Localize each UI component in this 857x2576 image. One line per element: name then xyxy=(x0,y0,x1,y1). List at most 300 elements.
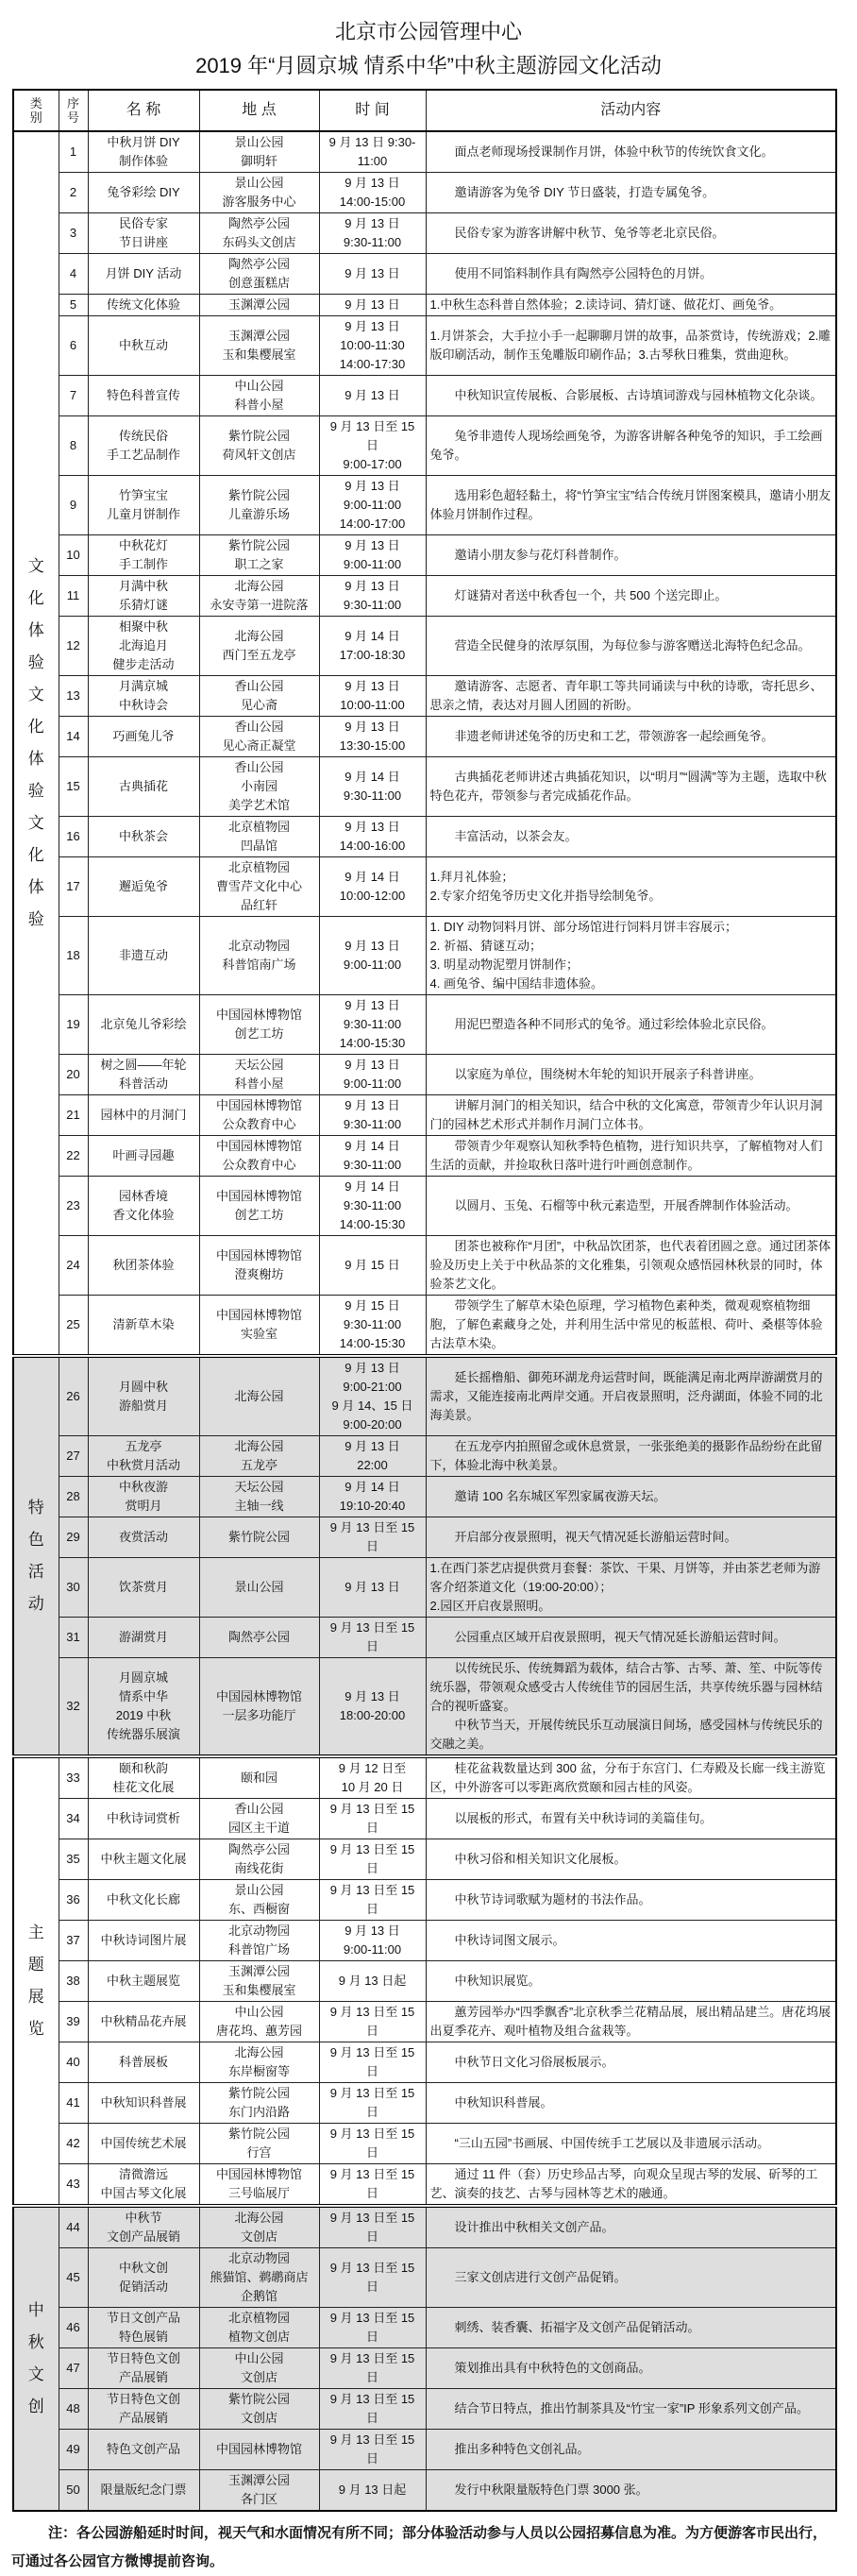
activity-name xyxy=(88,1095,199,1136)
content-paragraph: 选用彩色超轻黏土，将“竹笋宝宝”结合传统月饼图案模具，邀请小朋友体验月饼制作过程。 xyxy=(429,488,832,521)
row-number: 41 xyxy=(59,2083,88,2124)
activity-content xyxy=(426,2164,836,2207)
cell-line: 竹笋宝宝 xyxy=(118,488,168,502)
activity-time xyxy=(319,254,426,295)
row-number: 30 xyxy=(59,1558,88,1618)
row-number: 28 xyxy=(59,1477,88,1517)
activity-time xyxy=(319,1177,426,1236)
footnote: 注：各公园游船延时时间，视天气和水面情况有所不同；部分体验活动参与人员以公园招募信息为准。为方便游客市民出行，可通过各公园官方微博提前咨询。 xyxy=(11,2525,828,2569)
cell-line: 东岸橱窗等 xyxy=(227,2064,290,2078)
content-paragraph: 延长摇橹船、御苑环湖龙舟运营时间，既能满足南北两岸游湖赏月的需求，又能连接南北两岸交通。开启夜景照明，泛舟湖面，体验不同的北海美景。 xyxy=(429,1370,823,1422)
cell-line: 9 月 13 日 xyxy=(344,679,400,693)
cell-line: 中秋节 xyxy=(125,2211,162,2225)
cell-line: 9 月 13 日起 xyxy=(338,2483,407,2497)
cell-line: 月满中秋 xyxy=(118,579,168,593)
cell-line: 紫竹院公园 xyxy=(227,429,290,443)
cell-line: 9 月 13 日 xyxy=(344,998,400,1012)
activity-time xyxy=(319,2042,426,2083)
cell-line: 陶然亭公园 xyxy=(227,1842,290,1856)
activity-location xyxy=(199,1095,319,1136)
cell-line: 10:00-12:00 xyxy=(339,889,406,903)
cell-line: 北海公园 xyxy=(234,2045,284,2059)
category-labels xyxy=(14,551,59,936)
cell-line: 科普展板 xyxy=(118,2055,168,2069)
cell-line: 颐和园 xyxy=(240,1771,277,1785)
cell-line: 永安寺第一进院落 xyxy=(210,598,309,612)
cell-line: 香山公园 xyxy=(234,720,284,734)
cell-line: 游客服务中心 xyxy=(222,195,296,209)
cell-line: 陶然亭公园 xyxy=(227,216,290,230)
row-number: 19 xyxy=(59,995,88,1055)
content-paragraph: 2.专家介绍兔爷历史文化并指导绘制兔爷。 xyxy=(429,889,662,903)
activity-name xyxy=(88,476,199,535)
activity-name xyxy=(88,1756,199,1799)
cell-line: 唐花坞、蕙芳园 xyxy=(215,2024,302,2038)
content-paragraph: 中秋诗词图文展示。 xyxy=(454,1933,565,1947)
activity-name xyxy=(88,757,199,817)
cell-line: 北海公园 xyxy=(234,579,284,593)
cell-line: 9 月 15 日 xyxy=(344,1258,400,1272)
row-number: 39 xyxy=(59,2002,88,2042)
activity-time xyxy=(319,2430,426,2470)
row-number: 14 xyxy=(59,717,88,757)
header-name: 名 称 xyxy=(88,90,199,131)
cell-line: 9 月 14 日 xyxy=(344,1139,400,1153)
cell-line: 18:00-20:00 xyxy=(339,1708,406,1722)
cell-line: 职工之家 xyxy=(234,557,284,571)
activity-location xyxy=(199,1839,319,1880)
activity-name xyxy=(88,2308,199,2348)
cell-line: 中国园林博物馆 xyxy=(215,1308,302,1322)
cell-line: 北京动物园 xyxy=(227,1924,290,1938)
activity-location xyxy=(199,254,319,295)
cell-line: 中国园林博物馆 xyxy=(215,2442,302,2456)
cell-line: 文创店 xyxy=(240,2229,277,2244)
header-location: 地 点 xyxy=(199,90,319,131)
cell-line: 中秋月饼 DIY xyxy=(107,135,180,149)
activity-content xyxy=(426,2206,836,2248)
activity-location xyxy=(199,2083,319,2124)
activity-time xyxy=(319,1236,426,1296)
category-labels xyxy=(14,1917,59,2045)
cell-line: 玉和集樱展室 xyxy=(222,347,296,362)
activity-location xyxy=(199,1799,319,1839)
activity-content xyxy=(426,173,836,213)
activity-name xyxy=(88,676,199,717)
activity-location xyxy=(199,995,319,1055)
activity-content xyxy=(426,295,836,316)
cell-line: 日 xyxy=(365,1861,378,1875)
activity-location xyxy=(199,917,319,995)
cell-line: 日 xyxy=(365,2024,378,2038)
cell-line: 紫竹院公园 xyxy=(227,2392,290,2406)
table-row xyxy=(13,376,836,416)
org-title: 北京市公园管理中心 xyxy=(334,20,522,43)
table-row xyxy=(13,576,836,617)
row-number: 49 xyxy=(59,2430,88,2470)
activity-name xyxy=(88,254,199,295)
cell-line: 玉渊潭公园 xyxy=(227,297,290,312)
cell-line: 相聚中秋 xyxy=(118,619,168,634)
cell-line: 中秋诗会 xyxy=(118,698,168,712)
cell-line: 紫竹院公园 xyxy=(227,1530,290,1544)
activity-location xyxy=(199,2042,319,2083)
activity-time xyxy=(319,995,426,1055)
row-number: 7 xyxy=(59,376,88,416)
activity-content xyxy=(426,676,836,717)
cell-line: 9 月 13 日至 15 xyxy=(329,2351,415,2365)
activity-time xyxy=(319,173,426,213)
cell-line: 日 xyxy=(365,1639,378,1653)
cell-line: 中秋赏月活动 xyxy=(106,1458,180,1472)
content-paragraph: 邀请游客为兔爷 DIY 节日盛装，打造专属兔爷。 xyxy=(454,185,715,199)
cell-line: 促销活动 xyxy=(118,2279,168,2294)
cell-line: 9 月 13 日至 15 xyxy=(329,2005,415,2019)
cell-line: 日 xyxy=(365,2105,378,2119)
cell-line: 9:00-20:00 xyxy=(343,1417,402,1432)
category-cell xyxy=(13,1756,59,2206)
content-paragraph: 中秋节诗词歌赋为题材的书法作品。 xyxy=(454,1892,651,1907)
activity-time xyxy=(319,476,426,535)
cell-line: 曹雪芹文化中心 xyxy=(215,879,302,893)
cell-line: 科普小屋 xyxy=(234,1076,284,1091)
cell-line: 日 xyxy=(365,2330,378,2344)
cell-line: 陶然亭公园 xyxy=(227,1630,290,1644)
content-paragraph: 结合节日特点，推出竹制茶具及“竹宝一家”IP 形象系列文创产品。 xyxy=(454,2401,809,2415)
activity-location xyxy=(199,1880,319,1921)
cell-line: 9:30-11:00 xyxy=(343,235,402,249)
cell-line: 10 月 20 日 xyxy=(341,1780,404,1794)
activity-location xyxy=(199,376,319,416)
cell-line: 南线花街 xyxy=(234,1861,284,1875)
cell-line: 9:30-11:00 xyxy=(343,1317,402,1331)
cell-line: 9 月 13 日 xyxy=(344,720,400,734)
activity-name xyxy=(88,1136,199,1177)
cell-line: 9 月 13 日至 15 xyxy=(329,1520,415,1534)
cell-line: 月圆京城 xyxy=(118,1670,168,1685)
cell-line: 9 月 13 日 9:30- xyxy=(328,135,416,149)
cell-line: 14:00-15:30 xyxy=(339,1336,406,1350)
cell-line: 一层多功能厅 xyxy=(222,1708,296,1722)
cell-line: 清微澹远 xyxy=(118,2167,168,2181)
content-paragraph: 邀请游客、志愿者、青年职工等共同诵读与中秋的诗歌，寄托思乡、思亲之情，表达对月圆人团圆的祈盼。 xyxy=(429,679,823,712)
cell-line: 日 xyxy=(365,1539,378,1553)
cell-line: 邂逅兔爷 xyxy=(118,879,168,893)
category-label: 中秋文创 xyxy=(27,2301,44,2415)
row-number: 38 xyxy=(59,1961,88,2002)
content-paragraph: 蕙芳园举办“四季飘香”北京秋季兰花精品展，展出精品建兰。唐花坞展出夏季花卉、观叶植物及组合盆栽等。 xyxy=(429,2005,832,2038)
cell-line: 北京植物园 xyxy=(227,820,290,834)
table-row xyxy=(13,817,836,857)
cell-line: 日 xyxy=(365,2229,378,2244)
cell-line: 北海公园 xyxy=(234,1439,284,1453)
cell-line: 香文化体验 xyxy=(112,1208,175,1222)
table-body xyxy=(13,131,836,2511)
cell-line: 巧画兔儿爷 xyxy=(112,729,175,743)
activity-time xyxy=(319,2248,426,2308)
activity-content xyxy=(426,1799,836,1839)
activity-name xyxy=(88,1296,199,1357)
cell-line: 9:00-11:00 xyxy=(343,498,402,512)
activity-content xyxy=(426,131,836,173)
activity-time xyxy=(319,1136,426,1177)
table-header xyxy=(13,90,836,131)
cell-line: 中秋文创 xyxy=(118,2261,168,2275)
activity-location xyxy=(199,617,319,676)
activity-time xyxy=(319,857,426,917)
cell-line: 北海追月 xyxy=(118,638,168,652)
cell-line: 9 月 14 日 xyxy=(344,770,400,784)
row-number: 21 xyxy=(59,1095,88,1136)
activity-name xyxy=(88,2164,199,2207)
cell-line: 中山公园 xyxy=(234,379,284,393)
cell-line: 主轴一线 xyxy=(234,1499,284,1513)
activity-time xyxy=(319,1839,426,1880)
cell-line: 产品展销 xyxy=(118,2411,168,2425)
activity-content xyxy=(426,1436,836,1477)
cell-line: 景山公园 xyxy=(234,1580,284,1594)
cell-line: 赏明月 xyxy=(125,1499,162,1513)
cell-line: 科普馆南广场 xyxy=(222,958,296,972)
activity-location xyxy=(199,2124,319,2164)
cell-line: 景山公园 xyxy=(234,135,284,149)
cell-line: 中秋诗词图片展 xyxy=(100,1933,187,1947)
table-row xyxy=(13,917,836,995)
cell-line: 紫竹院公园 xyxy=(227,488,290,502)
activity-content xyxy=(426,717,836,757)
row-number: 44 xyxy=(59,2206,88,2248)
activity-name xyxy=(88,2470,199,2512)
cell-line: 树之圆——年轮 xyxy=(100,1058,187,1072)
activity-name xyxy=(88,1961,199,2002)
cell-line: 兔爷彩绘 DIY xyxy=(107,185,180,199)
activity-name xyxy=(88,1839,199,1880)
activity-name xyxy=(88,2389,199,2430)
cell-line: 健步走活动 xyxy=(112,657,175,671)
table-row xyxy=(13,316,836,376)
cell-line: 北京植物园 xyxy=(227,860,290,874)
cell-line: 9 月 13 日 xyxy=(344,216,400,230)
category-label: 文化体验 xyxy=(27,814,44,928)
content-paragraph: 丰富活动，以茶会友。 xyxy=(454,829,578,843)
row-number: 25 xyxy=(59,1296,88,1357)
cell-line: 中秋主题展览 xyxy=(106,1974,180,1988)
row-number: 46 xyxy=(59,2308,88,2348)
category-label: 文化体验 xyxy=(27,557,44,671)
cell-line: 公众教育中心 xyxy=(222,1117,296,1131)
activity-name xyxy=(88,2042,199,2083)
activity-location xyxy=(199,416,319,476)
cell-line: 创艺工坊 xyxy=(234,1208,284,1222)
table-row xyxy=(13,1618,836,1658)
activity-time xyxy=(319,376,426,416)
cell-line: 日 xyxy=(365,2145,378,2160)
row-number: 35 xyxy=(59,1839,88,1880)
activity-content xyxy=(426,857,836,917)
activity-time xyxy=(319,1095,426,1136)
activity-name xyxy=(88,1356,199,1436)
row-number: 1 xyxy=(59,131,88,173)
row-number: 6 xyxy=(59,316,88,376)
row-number: 2 xyxy=(59,173,88,213)
activity-content xyxy=(426,476,836,535)
table-row xyxy=(13,1296,836,1357)
cell-line: 紫竹院公园 xyxy=(227,2086,290,2100)
cell-line: 日 xyxy=(365,2370,378,2384)
cell-line: 北海公园 xyxy=(234,2211,284,2225)
activity-name xyxy=(88,2124,199,2164)
cell-line: 14:00-15:30 xyxy=(339,1217,406,1231)
activity-time xyxy=(319,917,426,995)
cell-line: 日 xyxy=(365,438,378,452)
row-number: 40 xyxy=(59,2042,88,2083)
table-row xyxy=(13,757,836,817)
cell-line: 节日讲座 xyxy=(118,235,168,249)
cell-line: 9:30-11:00 xyxy=(343,1198,402,1212)
activity-content xyxy=(426,254,836,295)
activity-time xyxy=(319,1296,426,1357)
activity-content xyxy=(426,2470,836,2512)
activity-name xyxy=(88,2248,199,2308)
cell-line: 9 月 13 日 xyxy=(344,1689,400,1703)
content-paragraph: 以家庭为单位，围绕树木年轮的知识开展亲子科普讲座。 xyxy=(454,1067,762,1081)
cell-line: 小南园 xyxy=(240,779,277,793)
content-paragraph: 推出多种特色文创礼品。 xyxy=(454,2442,590,2456)
activity-location xyxy=(199,295,319,316)
category-label: 主题展览 xyxy=(27,1924,44,2038)
content-paragraph: 古典插花老师讲述古典插花知识，以“明月”“圆满”等为主题，选取中秋特色花卉，带领参与者完成插花作品。 xyxy=(429,770,827,803)
cell-line: 中国园林博物馆 xyxy=(215,1139,302,1153)
table-row xyxy=(13,1477,836,1517)
activity-time xyxy=(319,2124,426,2164)
activity-name xyxy=(88,1558,199,1618)
activity-name xyxy=(88,995,199,1055)
cell-line: 9:30-11:00 xyxy=(343,1117,402,1131)
cell-line: 月圆中秋 xyxy=(118,1380,168,1394)
cell-line: 荷风轩文创店 xyxy=(222,448,296,462)
cell-line: 9 月 13 日 xyxy=(344,1439,400,1453)
activity-time xyxy=(319,535,426,576)
activity-time xyxy=(319,416,426,476)
cell-line: 传统器乐展演 xyxy=(106,1727,180,1741)
table-row xyxy=(13,2206,836,2248)
content-paragraph: 带领青少年观察认知秋季特色植物，进行知识共享，了解植物对人们生活的贡献，并捡取秋日落叶进行叶画创意制作。 xyxy=(429,1139,823,1172)
cell-line: 品红轩 xyxy=(240,898,277,912)
activity-name xyxy=(88,717,199,757)
table-row xyxy=(13,173,836,213)
cell-line: 9 月 14、15 日 xyxy=(331,1398,413,1413)
activity-time xyxy=(319,1055,426,1095)
header-time: 时 间 xyxy=(319,90,426,131)
content-paragraph: 中秋节日文化习俗展板展示。 xyxy=(454,2055,614,2069)
activity-content xyxy=(426,917,836,995)
table-row xyxy=(13,131,836,173)
row-number: 32 xyxy=(59,1658,88,1757)
activity-time xyxy=(319,1558,426,1618)
activity-location xyxy=(199,1961,319,2002)
activity-time xyxy=(319,576,426,617)
activity-name xyxy=(88,1799,199,1839)
content-paragraph: 三家文创店进行文创产品促销。 xyxy=(454,2270,627,2284)
activity-content xyxy=(426,2308,836,2348)
activity-content xyxy=(426,2430,836,2470)
table-row xyxy=(13,1517,836,1558)
table-row xyxy=(13,1921,836,1961)
activity-time xyxy=(319,1880,426,1921)
cell-line: 14:00-15:30 xyxy=(339,1036,406,1050)
row-number: 3 xyxy=(59,213,88,254)
activity-time xyxy=(319,1356,426,1436)
cell-line: 科普小屋 xyxy=(234,398,284,412)
cell-line: 9 月 15 日 xyxy=(344,1298,400,1313)
cell-line: 创意蛋糕店 xyxy=(227,276,290,290)
row-number: 48 xyxy=(59,2389,88,2430)
activity-location xyxy=(199,2470,319,2512)
content-paragraph: 带领学生了解草木染色原理，学习植物色素种类，微观观察植物细胞，了解色素藏身之处，并利用生活中常见的板蓝根、荷叶、桑椹等体验古法草木染。 xyxy=(429,1298,823,1350)
cell-line: 日 xyxy=(365,2411,378,2425)
activity-location xyxy=(199,1055,319,1095)
activity-location xyxy=(199,1756,319,1799)
content-paragraph: 面点老师现场授课制作月饼，体验中秋节的传统饮食文化。 xyxy=(454,144,774,159)
content-paragraph: 民俗专家为游客讲解中秋节、兔爷等老北京民俗。 xyxy=(454,226,725,240)
content-paragraph: 设计推出中秋相关文创产品。 xyxy=(454,2220,614,2234)
activity-time xyxy=(319,617,426,676)
cell-line: 9 月 13 日 xyxy=(344,579,400,593)
cell-line: 手工艺品制作 xyxy=(106,448,180,462)
cell-line: 9 月 13 日 xyxy=(344,297,400,312)
row-number: 20 xyxy=(59,1055,88,1095)
table-row xyxy=(13,1756,836,1799)
row-number: 15 xyxy=(59,757,88,817)
activity-time xyxy=(319,2308,426,2348)
cell-line: 手工制作 xyxy=(118,557,168,571)
activity-location xyxy=(199,173,319,213)
activity-name xyxy=(88,1177,199,1236)
cell-line: 文创店 xyxy=(240,2370,277,2384)
cell-line: 日 xyxy=(365,2186,378,2200)
activity-content xyxy=(426,1839,836,1880)
cell-line: 9 月 13 日至 15 xyxy=(329,1883,415,1897)
cell-line: 特色文创产品 xyxy=(106,2442,180,2456)
table-row xyxy=(13,2389,836,2430)
activity-content xyxy=(426,213,836,254)
activity-name xyxy=(88,295,199,316)
activity-content xyxy=(426,1880,836,1921)
activity-content xyxy=(426,2389,836,2430)
cell-line: 10:00-11:30 xyxy=(340,338,405,352)
activity-location xyxy=(199,1136,319,1177)
cell-line: 三号临展厅 xyxy=(227,2186,290,2200)
row-number: 50 xyxy=(59,2470,88,2512)
activity-content xyxy=(426,995,836,1055)
cell-line: 儿童游乐场 xyxy=(227,507,290,521)
cell-line: 9 月 13 日 xyxy=(344,1058,400,1072)
cell-line: 9 月 13 日至 15 xyxy=(329,2432,415,2447)
cell-line: 9 月 14 日 xyxy=(344,870,400,884)
row-number: 23 xyxy=(59,1177,88,1236)
activity-name xyxy=(88,1236,199,1296)
activity-content xyxy=(426,817,836,857)
activity-name xyxy=(88,535,199,576)
content-paragraph: 通过 11 件（套）历史珍品古琴，向观众呈现古琴的发展、斫琴的工艺、演奏的技艺、古琴与园林等艺术的融通。 xyxy=(429,2167,818,2200)
cell-line: 北海公园 xyxy=(234,629,284,643)
activity-location xyxy=(199,857,319,917)
cell-line: 9 月 13 日 xyxy=(344,319,400,333)
cell-line: 节日文创产品 xyxy=(106,2311,180,2325)
content-paragraph: 2. 祈福、猜谜互动； xyxy=(429,939,542,953)
content-paragraph: 邀请小朋友参与花灯科普制作。 xyxy=(454,548,627,562)
cell-line: 9:00-11:00 xyxy=(343,1942,402,1957)
